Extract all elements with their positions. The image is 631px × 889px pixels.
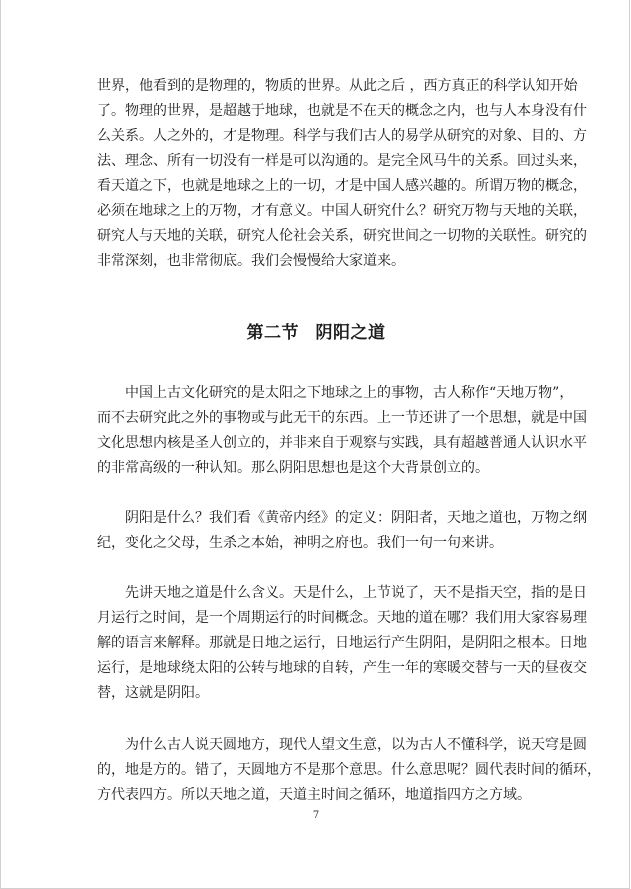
paragraph-3 (97, 506, 587, 556)
text-line: 纪，变化之父母，生杀之本始，神明之府也。我们一句一句来讲。 (97, 535, 503, 551)
text-line: 非常深刻，也非常彻底。我们会慢慢给大家道来。 (97, 253, 405, 269)
text-line: 的非常高级的一种认知。那么阴阳思想也是这个大背景创立的。 (97, 460, 489, 476)
text-line: 了。物理的世界，是超越于地球，也就是不在天的概念之内，也与人本身没有什 (97, 103, 587, 119)
text-line: 文化思想内核是圣人创立的，并非来自于观察与实践，具有超越普通人认识水平 (97, 435, 587, 451)
text-line: 而不去研究此之外的事物或与此无干的东西。上一节还讲了一个思想，就是中国 (97, 410, 587, 426)
text-line: 方代表四方。所以天地之道，天道主时间之循环，地道指四方之方域。 (97, 787, 531, 803)
text-line: 必须在地球之上的万物，才有意义。中国人研究什么？研究万物与天地的关联， (97, 203, 587, 219)
text-line: 中国上古文化研究的是太阳之下地球之上的事物，古人称作“天地万物”， (125, 385, 574, 401)
text-line: 世界，他看到的是物理的，物质的世界。从此之后 ，西方真正的科学认知开始 (97, 78, 578, 94)
text-line: 阴阳是什么？我们看《黄帝内经》的定义：阴阳者，天地之道也，万物之纲 (125, 510, 587, 526)
text-line: 先讲天地之道是什么含义。天是什么，上节说了，天不是指天空，指的是日 (125, 585, 587, 601)
text-line: 运行，是地球绕太阳的公转与地球的自转，产生一年的寒暖交替与一天的昼夜交 (97, 660, 587, 676)
paragraph-2 (97, 381, 587, 481)
text-line: 替，这就是阴阳。 (97, 685, 209, 701)
text-line: 为什么古人说天圆地方，现代人望文生意，以为古人不懂科学，说天穹是圆 (125, 737, 587, 753)
page-number: 7 (312, 810, 320, 821)
text-line: 月运行之时间，是一个周期运行的时间概念。天地的道在哪？我们用大家容易理 (97, 610, 587, 626)
text-line: 解的语言来解释。那就是日地之运行，日地运行产生阴阳，是阴阳之根本。日地 (97, 635, 587, 651)
paragraph-5 (97, 733, 601, 808)
text-line: 法、理念、所有一切没有一样是可以沟通的。是完全风马牛的关系。回过头来， (97, 153, 587, 169)
text-line: 研究人与天地的关联，研究人伦社会关系，研究世间之一切物的关联性。研究的 (97, 228, 587, 244)
text-line: 看天道之下，也就是地球之上的一切，才是中国人感兴趣的。所谓万物的概念， (97, 178, 587, 194)
text-line: 的，地是方的。错了，天圆地方不是那个意思。什么意思呢？圆代表时间的循环， (97, 762, 601, 778)
text-line: 么关系。人之外的，才是物理。科学与我们古人的易学从研究的对象、目的、方 (97, 128, 587, 144)
paragraph-1 (97, 74, 587, 274)
section-title: 第二节 阴阳之道 (246, 323, 386, 343)
paragraph-4 (97, 581, 587, 706)
